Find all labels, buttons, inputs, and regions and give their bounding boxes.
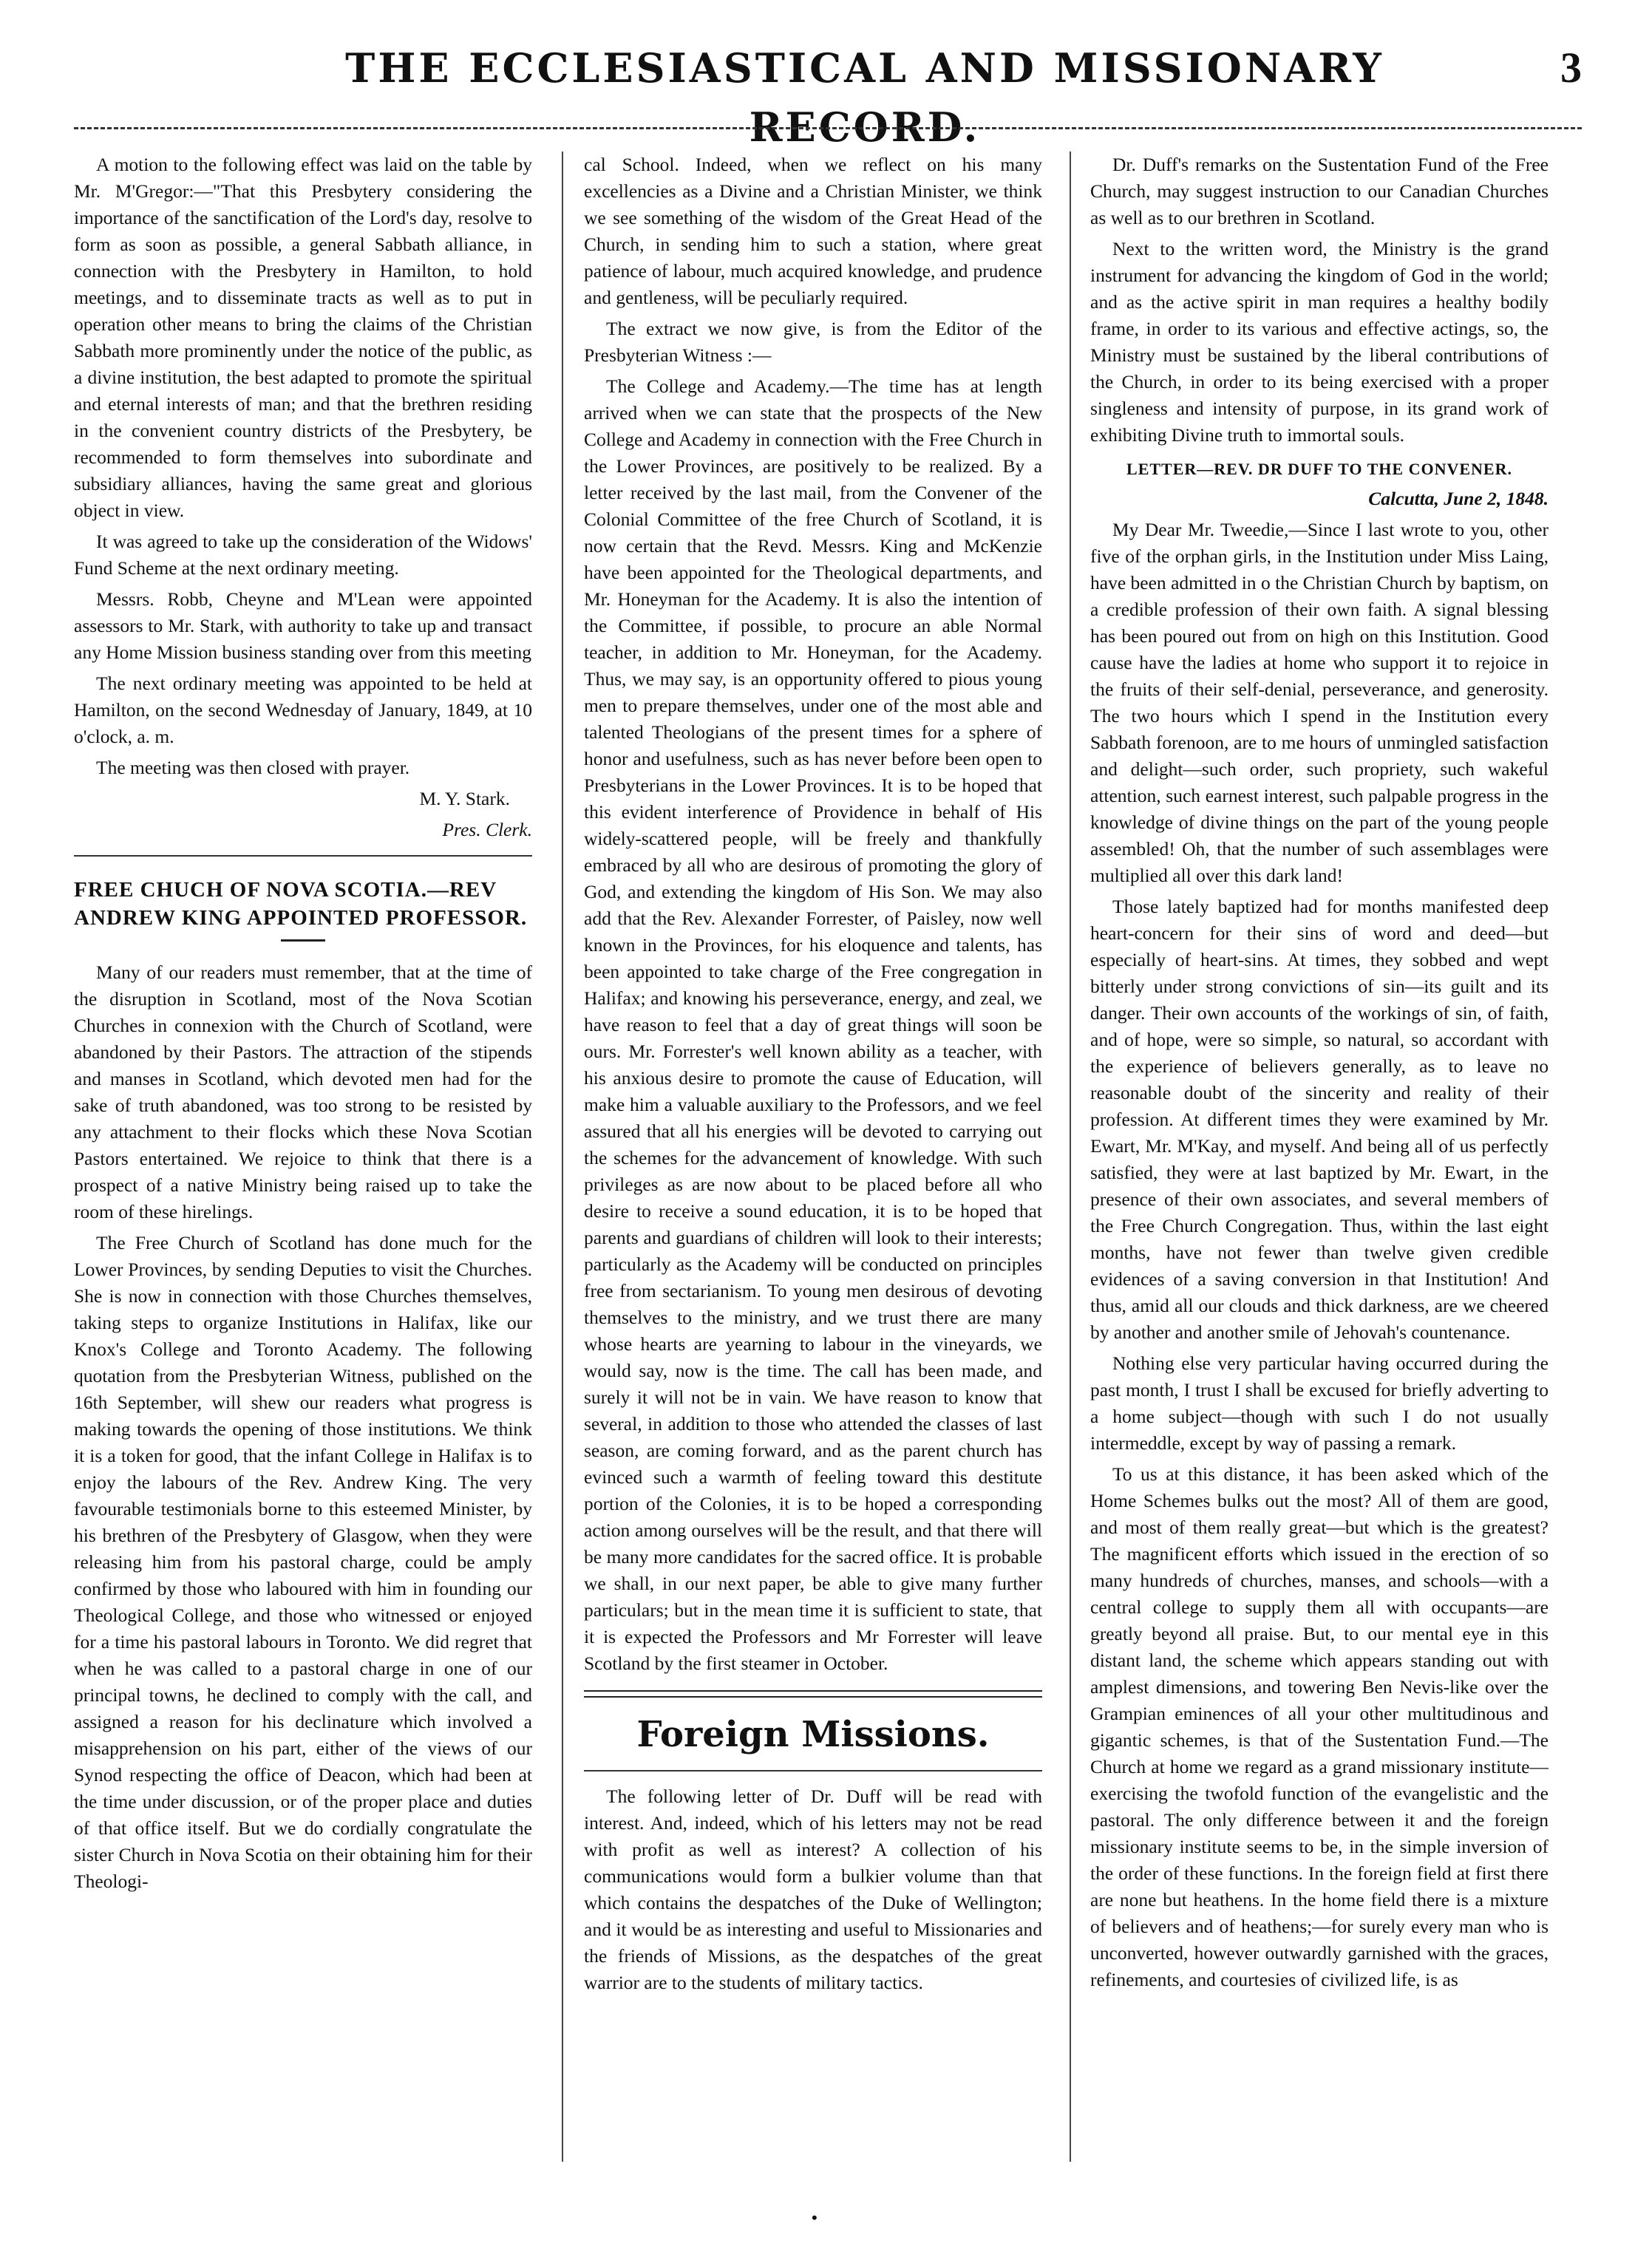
signature-name: M. Y. Stark.	[419, 788, 510, 809]
page-number: 3	[1560, 44, 1582, 92]
section-rule	[584, 1770, 1042, 1771]
paragraph: cal School. Indeed, when we reflect on his many excellencies as a Divine and a Christian Minister, we think we see something of the wisdom of the Great Head of the Church, in sending him to such a station, where great patience of labour, much acquired knowledge, and prudence and gentleness, will be peculiarly required.	[584, 154, 1042, 308]
footer-dot: •	[812, 2208, 817, 2227]
column-1	[74, 152, 532, 2162]
column-2	[584, 152, 1042, 2162]
paragraph: Many of our readers must remember, that at the time of the disruption in Scotland, most of the Nova Scotian Churches in connexion with the Church of Scotland, were abandoned by their Pastors. The attraction of the stipends and manses in Scotland, which devoted men had for the sake of truth abandoned, was too strong to be resisted by any attachment to their flocks which these Nova Scotian Pastors entertained. We rejoice to think that there is a prospect of a native Ministry being raised up to take the room of these hirelings.	[74, 961, 532, 1222]
paragraph: Next to the written word, the Ministry is the grand instrument for advancing the kingdom of God in the world; and as the active spirit in man requires a healthy bodily frame, in order to its various and effective actings, so, the Ministry must be sustained by the liberal contributions of the Church, in order to its being exercised with a proper singleness and intensity of purpose, in its grand work of exhibiting Divine truth to immortal souls.	[1090, 238, 1549, 446]
letter-dateline: Calcutta, June 2, 1848.	[1368, 488, 1549, 509]
column-divider-1	[562, 152, 563, 2162]
masthead-rule	[74, 127, 1582, 129]
column-divider-2	[1070, 152, 1071, 2162]
paragraph: Dr. Duff's remarks on the Sustentation Fund of the Free Church, may suggest instruction to our Canadian Churches as well as to our brethren in Scotland.	[1090, 154, 1549, 228]
paragraph: It was agreed to take up the consideration of the Widows' Fund Scheme at the next ordinary meeting.	[74, 531, 532, 579]
section-title: Foreign Missions.	[636, 1714, 990, 1755]
paragraph: To us at this distance, it has been asked which of the Home Schemes bulks out the most? All of them are good, and most of them really great—but which is the greatest? The magnificent efforts which issued in the erection of so many hundreds of churches, manses, and schools—with a central college to supply them all with occupants—are greatly beyond all praise. But, to our mental eye in this distant land, the scheme which appears standing out with amplest dimensions, and towering Ben Nevis-like over the Grampian eminences of all your other multitudinous and gigantic schemes, is that of the Sustentation Fund.—The Church at home we regard as a grand missionary institute—exercising the twofold function of the evangelistic and the pastoral. The only difference between it and the foreign missionary institute seems to be, in the simple inversion of the order of these functions. In the foreign field at first there are none but heathens. In the home field there is a mixture of believers and of heathens;—for surely every man who is unconverted, however outwardly garnished with the graces, refinements, and courtesies of civilized life, is as	[1090, 1463, 1549, 1990]
newspaper-title: THE ECCLESIASTICAL AND MISSIONARY RECORD.	[345, 44, 1384, 151]
paragraph: The next ordinary meeting was appointed to be held at Hamilton, on the second Wednesday of January, 1849, at 10 o'clock, a. m.	[74, 673, 532, 747]
paragraph: The Free Church of Scotland has done much for the Lower Provinces, by sending Deputies to visit the Churches. She is now in connection with those Churches themselves, taking steps to organize Institutions in Halifax, like our Knox's College and Toronto Academy. The following quotation from the Presbyterian Witness, published on the 16th September, will shew our readers what progress is making towards the opening of those institutions. We think it is a token for good, that the infant College in Halifax is to enjoy the labours of the Rev. Andrew King. The very favourable testimonials borne to this esteemed Minister, by his brethren of the Presbytery of Glasgow, when they were releasing him from his pastoral charge, could be amply confirmed by those who laboured with him in founding our Theological College, and those who witnessed or enjoyed for a time his pastoral labours in Toronto. We did regret that when he was called to a pastoral charge in one of our principal towns, he declined to comply with the call, and assigned a reason for his declinature which involved a misapprehension on his part, either of the views of our Synod respecting the office of Deacon, which had been at the time under discussion, or of the proper place and duties of that office itself. But we do cordially congratulate the sister Church in Nova Scotia on their obtaining him for their Theologi-	[74, 1232, 532, 1892]
paragraph: The extract we now give, is from the Editor of the Presbyterian Witness :—	[584, 318, 1042, 366]
signature-title: Pres. Clerk.	[442, 819, 532, 840]
paragraph: A motion to the following effect was laid on the table by Mr. M'Gregor:—"That this Presbytery considering the importance of the sanctification of the Lord's day, resolve to form as soon as possible, a general Sabbath alliance, in connection with the Presbytery in Hamilton, to hold meetings, and to disseminate tracts as well as to put in operation other means to bring the claims of the Christian Sabbath more prominently under the notice of the public, as a divine institution, the best adapted to promote the spiritual and eternal interests of man; and that the brethren residing in the convenient country districts of the Presbytery, be recommended to form themselves into subordinate and subsidiary alliances, having the same great and glorious object in view.	[74, 154, 532, 521]
letter-heading: LETTER—REV. DR DUFF TO THE CONVENER.	[1126, 460, 1512, 478]
paragraph: The meeting was then closed with prayer.	[96, 757, 410, 778]
column-3	[1090, 152, 1549, 2162]
paragraph: Those lately baptized had for months manifested deep heart-concern for their sins of word and deed—but especially of heart-sins. At times, they sobbed and wept bitterly under strong convictions of sin—its guilt and its danger. Their own accounts of the workings of sin, of faith, and of hope, were so simple, so natural, so accordant with the experience of believers generally, as to leave no reasonable doubt of the sincerity and reality of their profession. At different times they were examined by Mr. Ewart, Mr. M'Kay, and myself. And being all of us perfectly satisfied, they were at last baptized by Mr. Ewart, in the presence of their own associates, and several members of the Free Church Congregation. Thus, within the last eight months, have not fewer than twelve given credible evidences of a saving conversion in that Institution! And thus, amid all our clouds and thick darkness, are we cheered by another and another smile of Jehovah's countenance.	[1090, 896, 1549, 1343]
section-double-rule	[584, 1690, 1042, 1698]
section-rule	[74, 855, 532, 857]
heading-rule	[281, 939, 325, 942]
paragraph: Nothing else very particular having occurred during the past month, I trust I shall be excused for briefly adverting to a home subject—though with such I do not usually intermeddle, except by way of passing a remark.	[1090, 1352, 1549, 1454]
masthead	[74, 38, 1582, 151]
paragraph: The College and Academy.—The time has at length arrived when we can state that the prospects of the New College and Academy in connection with the Free Church in the Lower Provinces, are positively to be realized. By a letter received by the last mail, from the Convener of the Colonial Committee of the free Church of Scotland, it is now certain that the Revd. Messrs. King and McKenzie have been appointed for the Theological departments, and Mr. Honeyman for the Academy. It is also the intention of the Committee, if possible, to procure an able Normal teacher, in addition to Mr. Honeyman, for the Academy. Thus, we may say, is an opportunity offered to pious young men to prepare themselves, under one of the most able and talented Theologians of the present times for a sphere of honor and usefulness, such as has never before been open to Presbyterians in the Lower Provinces. It is to be hoped that this evident interference of Providence in behalf of His widely-scattered people, will be freely and thankfully embraced by all who are desirous of promoting the glory of God, and extending the kingdom of His Son. We may also add that the Rev. Alexander Forrester, of Paisley, now well known in the Provinces, for his eloquence and talents, has been appointed to take charge of the Free congregation in Halifax; and knowing his perseverance, energy, and zeal, we have reason to feel that a day of great things will soon be ours. Mr. Forrester's well known ability as a teacher, with his anxious desire to promote the cause of Education, will make him a valuable auxiliary to the Professors, and we feel assured that all his energies will be devoted to carrying out the schemes for the advancement of knowledge. With such privileges as are now about to be placed before all who desire to receive a sound education, it is to be hoped that parents and guardians of children will look to their interests; particularly as the Academy will be conducted on principles free from sectarianism. To young men desirous of devoting themselves to the ministry, and we trust there are many whose hearts are yearning to labour in the vineyards, we would say, now is the time. The call has been made, and surely it will not be in vain. We have reason to know that several, in addition to those who attended the classes of last season, are coming forward, and as the parent church has evinced such a warmth of feeling toward this destitute portion of the Colonies, it is to be hoped a corresponding action among ourselves will be the result, and that there will be many more candidates for the sacred office. It is probable we shall, in our next paper, be able to give many further particulars; but in the mean time it is sufficient to state, that it is expected the Professors and Mr Forrester will leave Scotland by the first steamer in October.	[584, 375, 1042, 1674]
paragraph: Messrs. Robb, Cheyne and M'Lean were appointed assessors to Mr. Stark, with authority to take up and transact any Home Mission business standing over from this meeting	[74, 588, 532, 663]
paragraph: My Dear Mr. Tweedie,—Since I last wrote to you, other five of the orphan girls, in the Institution under Miss Laing, have been admitted in o the Christian Church by baptism, on a credible profession of their own faith. A signal blessing has been poured out from on high on this Institution. Good cause have the ladies at home who support it to rejoice in the fruits of their self-denial, perseverance, and generosity. The two hours which I spend in the Institution every Sabbath forenoon, are to me hours of unmingled satisfaction and delight—such order, such propriety, such wakeful attention, such earnest interest, such palpable progress in the knowledge of divine things on the part of the young people assembled! Oh, that the number of such assemblages were multiplied all over this dark land!	[1090, 519, 1549, 886]
paragraph: The following letter of Dr. Duff will be read with interest. And, indeed, which of his letters may not be read with profit as well as interest? A collection of his communications would form a bulkier volume than that which contains the despatches of the Duke of Wellington; and it would be as interesting and useful to Missionaries and the friends of Missions, as the despatches of the great warrior are to the students of military tactics.	[584, 1786, 1042, 1993]
article-heading: FREE CHUCH OF NOVA SCOTIA.—REV ANDREW KING APPOINTED PROFESSOR.	[74, 878, 528, 930]
